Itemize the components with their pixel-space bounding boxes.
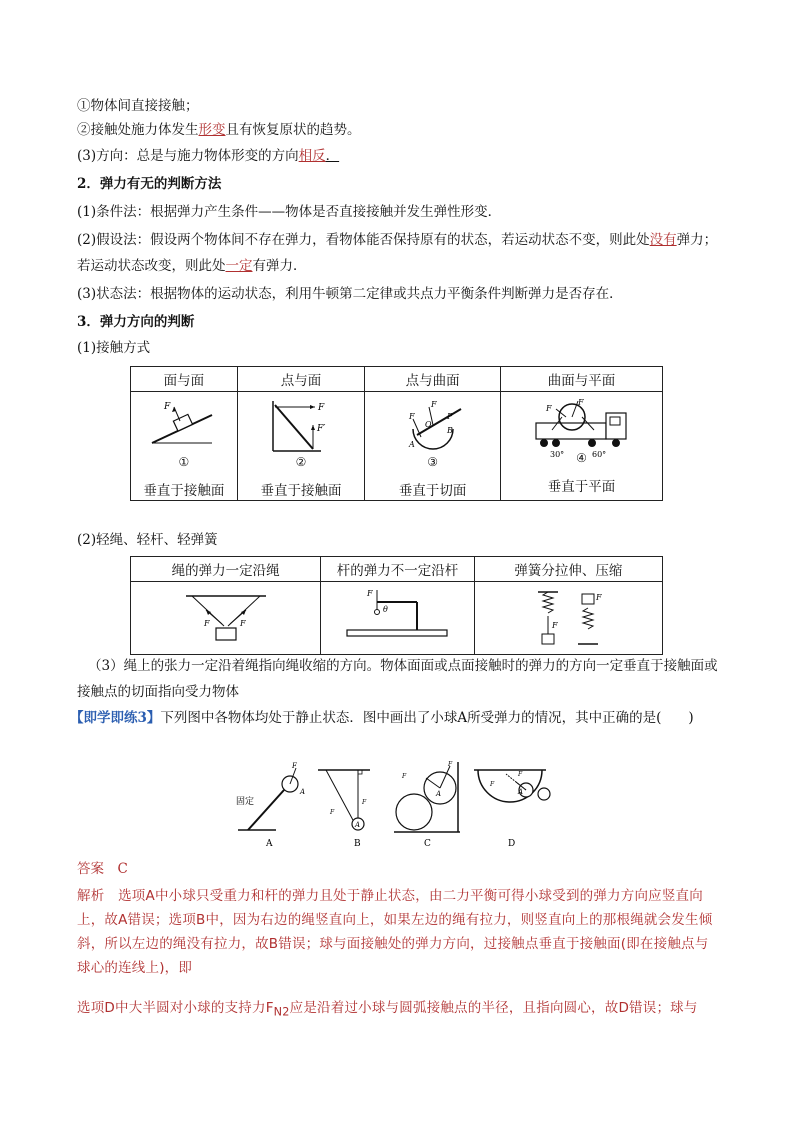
diagram-rod-in-corner bbox=[251, 395, 351, 455]
exercise-tag: 【即学即练3】 bbox=[70, 710, 161, 726]
svg-text:30°: 30° bbox=[549, 450, 564, 459]
svg-text:F: F bbox=[577, 398, 584, 407]
table2-cell-spring bbox=[474, 582, 662, 655]
table1-cell-point-face bbox=[237, 392, 364, 501]
table1-number-2: ② bbox=[295, 455, 307, 469]
table1-cell-face-face bbox=[131, 392, 238, 501]
heading-judge-method: 2．弹力有无的判断方法 bbox=[77, 176, 222, 192]
text-line-condition: (1)条件法：根据弹力产生条件——物体是否直接接触并发生弹性形变． bbox=[77, 204, 502, 220]
table2-cell-rod bbox=[321, 582, 475, 655]
text-line-hypothesis: (2)假设法：假设两个物体间不存在弹力，看物体能否保持原有的状态，若运动状态不变，则此处没有弹力； bbox=[77, 232, 718, 248]
text-line-hypothesis-cont: 若运动状态改变，则此处一定有弹力． bbox=[77, 258, 307, 274]
text-line-deformation: ②接触处施力体发生形变且有恢复原状的趋势。 bbox=[77, 122, 361, 138]
text-line-direction: (3)方向：总是与施力物体形变的方向相反． bbox=[77, 148, 340, 164]
table1-caption-2: 垂直于接触面 bbox=[260, 483, 342, 499]
svg-text:F: F bbox=[163, 402, 171, 412]
svg-text:A: A bbox=[408, 440, 415, 449]
svg-text:F: F bbox=[596, 593, 602, 602]
svg-text:F: F bbox=[203, 619, 210, 628]
text-line-contact: ①物体间直接接触； bbox=[77, 98, 199, 114]
figure-label-c: C bbox=[424, 839, 431, 849]
svg-text:F: F bbox=[367, 589, 374, 598]
text-line-state: (3)状态法：根据物体的运动状态，利用牛顿第二定律或共点力平衡条件判断弹力是否存在． bbox=[77, 286, 623, 302]
table1-number-4: ④ bbox=[576, 451, 587, 465]
figure-option-d bbox=[474, 770, 550, 802]
rope-rod-spring-table bbox=[130, 556, 663, 655]
text-line-contact-type: (1)接触方式 bbox=[77, 340, 151, 356]
svg-text:A: A bbox=[436, 790, 442, 798]
figure-option-b bbox=[318, 770, 370, 830]
svg-text:P: P bbox=[446, 412, 452, 421]
table2-header-3: 弹簧分拉伸、压缩 bbox=[474, 557, 662, 582]
diagram-rod-in-bowl bbox=[383, 395, 483, 455]
svg-text:F: F bbox=[292, 762, 297, 770]
table1-caption-4: 垂直于平面 bbox=[547, 479, 616, 495]
svg-text:F: F bbox=[430, 400, 437, 409]
table2-cell-rope bbox=[131, 582, 321, 655]
svg-text:O: O bbox=[424, 420, 432, 429]
svg-text:B: B bbox=[446, 426, 453, 435]
text-line-tension-note: （3）绳上的张力一定沿着绳指向绳收缩的方向。物体面面或点面接触时的弹力的方向一定垂直于接触面或 bbox=[88, 658, 718, 674]
figure-label-d: D bbox=[508, 839, 516, 849]
figure-label-b: B bbox=[354, 839, 361, 849]
svg-text:F′: F′ bbox=[316, 424, 326, 434]
table1-header-1: 面与面 bbox=[131, 367, 238, 392]
figure-option-a bbox=[236, 762, 305, 830]
table1-header-3: 点与曲面 bbox=[365, 367, 501, 392]
text-line-tension-note-cont: 接触点的切面指向受力物体 bbox=[77, 684, 239, 700]
svg-text:F: F bbox=[490, 781, 495, 788]
diagram-bent-rod bbox=[337, 588, 457, 648]
table1-number-1: ① bbox=[178, 455, 190, 469]
svg-text:F: F bbox=[317, 403, 325, 413]
answer-label: 答案 bbox=[77, 861, 104, 877]
svg-text:A: A bbox=[300, 788, 306, 796]
diagram-hanging-ropes bbox=[166, 588, 286, 648]
svg-text:F: F bbox=[518, 771, 523, 778]
figure-label-a: A bbox=[266, 839, 273, 849]
contact-type-table bbox=[130, 366, 663, 501]
svg-text:F: F bbox=[362, 799, 367, 806]
exercise-figure bbox=[236, 760, 556, 850]
svg-text:F: F bbox=[408, 412, 415, 421]
svg-text:A: A bbox=[518, 788, 524, 796]
table2-header-2: 杆的弹力不一定沿杆 bbox=[321, 557, 475, 582]
figure-option-c bbox=[394, 761, 460, 832]
table1-cell-curve-plane bbox=[501, 392, 663, 501]
svg-text:F: F bbox=[545, 404, 552, 413]
svg-text:A: A bbox=[355, 821, 361, 829]
explanation-block-cont: 选项D中大半圆对小球的支持力$F_{N2}$应是沿着过小球与圆弧接触点的半径，且指向圆心，故D错误；球与 bbox=[77, 1000, 698, 1019]
explanation-label: 解析 bbox=[77, 888, 105, 904]
svg-text:θ: θ bbox=[383, 605, 389, 614]
svg-text:60°: 60° bbox=[591, 450, 606, 459]
diagram-block-on-slope bbox=[134, 395, 234, 455]
answer-value: C bbox=[117, 861, 128, 877]
table1-header-4: 曲面与平面 bbox=[501, 367, 663, 392]
table1-cell-point-curve bbox=[365, 392, 501, 501]
svg-text:F: F bbox=[330, 809, 335, 816]
fixed-label: 固定 bbox=[236, 797, 255, 807]
svg-text:F: F bbox=[239, 619, 246, 628]
table1-number-3: ③ bbox=[427, 455, 438, 469]
svg-text:F: F bbox=[402, 773, 407, 780]
explanation-block: 解析 选项A中小球只受重力和杆的弹力且处于静止状态，由二力平衡可得小球受到的弹力方向应竖直向上，故A错误；选项B中，因为右边的绳竖直向上，如果左边的绳有拉力，则竖直向上的那根绳就会发生倾斜，所以左边的绳没有拉力，故B错误；球与面接触处的弹力方向，过接触点垂直于接触面(即在接触点与球心的连线上)，即 bbox=[77, 888, 713, 976]
table1-caption-1: 垂直于接触面 bbox=[143, 483, 225, 499]
table1-caption-3: 垂直于切面 bbox=[398, 483, 467, 499]
answer-line bbox=[77, 858, 128, 880]
table2-header-1: 绳的弹力一定沿绳 bbox=[131, 557, 321, 582]
diagram-springs bbox=[508, 588, 628, 648]
svg-text:F: F bbox=[448, 761, 453, 768]
svg-text:F: F bbox=[552, 621, 558, 630]
table1-header-2: 点与面 bbox=[237, 367, 364, 392]
heading-direction-judge: 3．弹力方向的判断 bbox=[77, 314, 195, 330]
text-line-rope-rod-spring: (2)轻绳、轻杆、轻弹簧 bbox=[77, 532, 218, 548]
exercise-question: 【即学即练3】下列图中各物体均处于静止状态．图中画出了小球A所受弹力的情况，其中正确的是( ) bbox=[70, 710, 694, 726]
